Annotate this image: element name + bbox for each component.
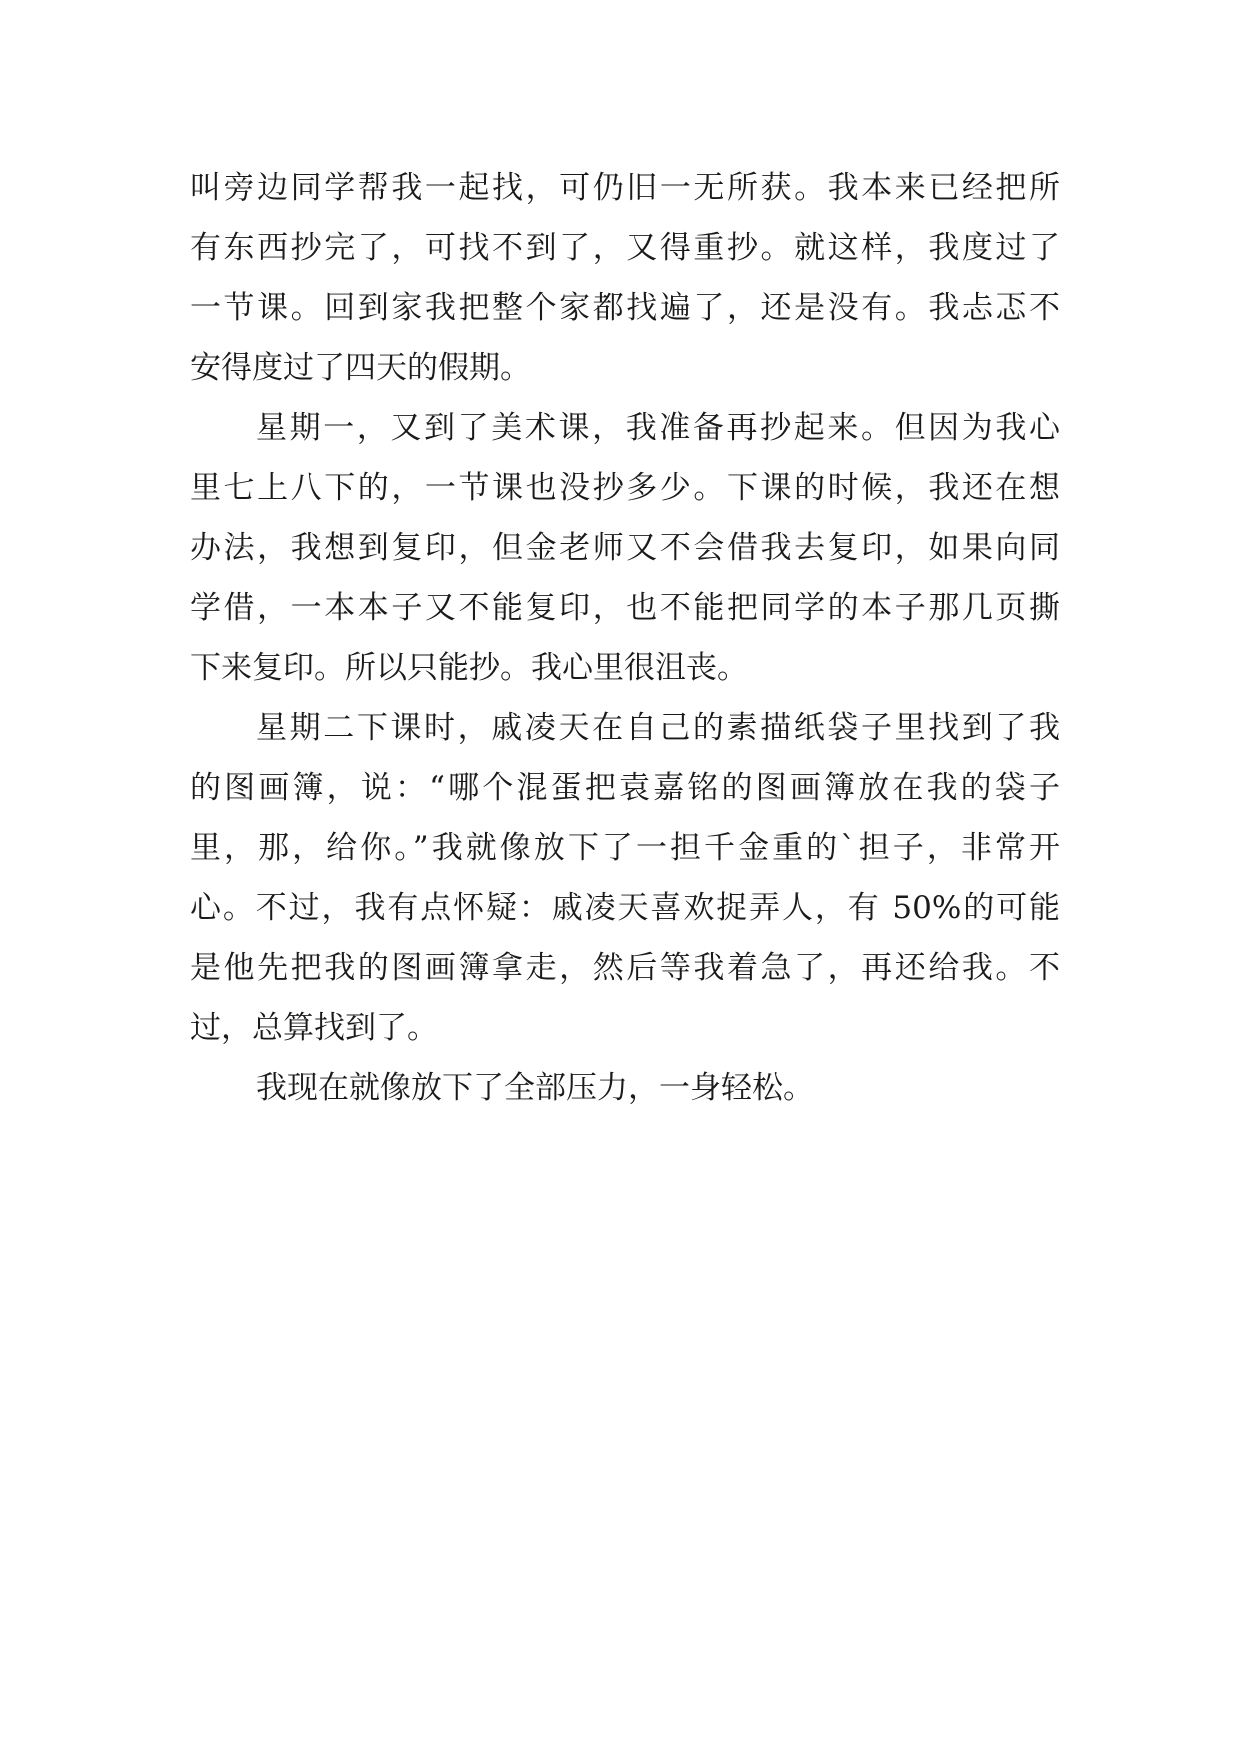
text-line: 的图画簿，说：“哪个混蛋把袁嘉铭的图画簿放在我的袋子 — [190, 770, 1060, 806]
text-line: 一节课。回到家我把整个家都找遍了，还是没有。我忐忑不 — [190, 290, 1060, 326]
text-line: 是他先把我的图画簿拿走，然后等我着急了，再还给我。不 — [190, 950, 1060, 986]
text-line: 安得度过了四天的假期。 — [190, 350, 531, 386]
paragraph — [190, 1058, 1060, 1118]
text-line: 叫旁边同学帮我一起找，可仍旧一无所获。我本来已经把所 — [190, 170, 1060, 206]
text-line: 心。不过，我有点怀疑：戚凌天喜欢捉弄人，有 50%的可能 — [190, 890, 1060, 926]
text-line: 下来复印。所以只能抄。我心里很沮丧。 — [190, 650, 748, 686]
text-line: 过，总算找到了。 — [190, 1010, 438, 1046]
paragraph — [190, 158, 1060, 398]
paragraph — [190, 698, 1060, 1058]
text-line: 里，那，给你。”我就像放下了一担千金重的`担子，非常开 — [190, 830, 1060, 866]
text-line: 我现在就像放下了全部压力，一身轻松。 — [256, 1070, 814, 1106]
text-line: 里七上八下的，一节课也没抄多少。下课的时候，我还在想 — [190, 470, 1060, 506]
text-line: 星期二下课时，戚凌天在自己的素描纸袋子里找到了我 — [256, 710, 1060, 746]
text-line: 星期一，又到了美术课，我准备再抄起来。但因为我心 — [256, 410, 1060, 446]
text-line: 学借，一本本子又不能复印，也不能把同学的本子那几页撕 — [190, 590, 1060, 626]
document-body — [190, 158, 1060, 1118]
text-line: 办法，我想到复印，但金老师又不会借我去复印，如果向同 — [190, 530, 1060, 566]
text-line: 有东西抄完了，可找不到了，又得重抄。就这样，我度过了 — [190, 230, 1060, 266]
paragraph — [190, 398, 1060, 698]
